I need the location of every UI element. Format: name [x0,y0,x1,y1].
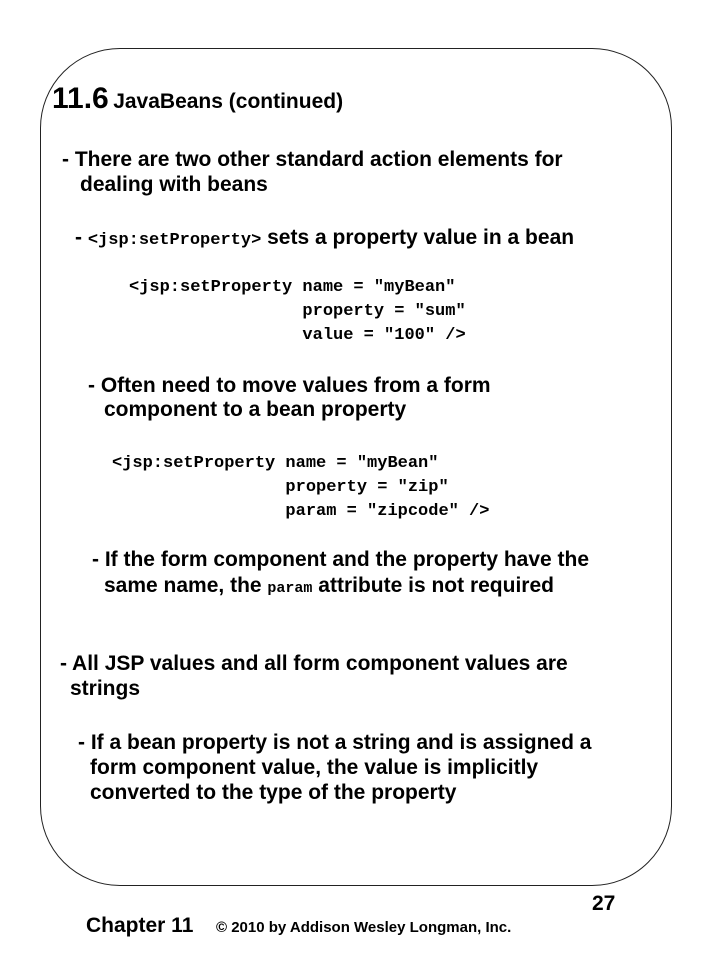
footer-copyright: © 2010 by Addison Wesley Longman, Inc. [216,919,512,936]
code1-line-1: <jsp:setProperty name = "myBean" [129,278,456,297]
code2-line-3: param = "zipcode" /> [112,502,490,521]
intro-line-1: - There are two other standard action elements for [62,148,563,171]
strings-note-line-2: strings [70,677,141,700]
code1-line-2: property = "sum" [129,302,466,321]
same-name-line-1: - If the form component and the property have the [92,548,590,571]
setproperty-line [75,226,574,253]
code-example-1 [129,276,466,348]
setproperty-dash: - [75,226,82,249]
code-example-2 [112,452,489,524]
form-note-line-1: - Often need to move values from a form [88,374,491,397]
setproperty-tag: <jsp:setProperty> [87,231,262,250]
param-code: param [267,580,313,597]
title-text: JavaBeans (continued) [113,90,344,113]
code1-line-3: value = "100" /> [129,326,466,345]
same-name-post: attribute is not required [318,574,554,597]
same-name-line-2 [104,574,554,601]
conversion-note-line-1: - If a bean property is not a string and is assigned a [78,731,592,754]
conversion-note-line-3: converted to the type of the property [90,781,457,804]
form-note-line-2: component to a bean property [104,398,407,421]
strings-note-line-1: - All JSP values and all form component values are [60,652,568,675]
conversion-note-line-2: form component value, the value is implicitly [90,756,539,779]
code2-line-2: property = "zip" [112,478,449,497]
footer-page-number: 27 [592,892,616,915]
footer-chapter: Chapter 11 [86,914,194,937]
intro-line-2: dealing with beans [80,173,268,196]
setproperty-desc: sets a property value in a bean [267,226,575,249]
title-number: 11.6 [52,82,109,115]
code2-line-1: <jsp:setProperty name = "myBean" [112,454,439,473]
slide-title [52,84,343,114]
same-name-pre: same name, the [104,574,262,597]
